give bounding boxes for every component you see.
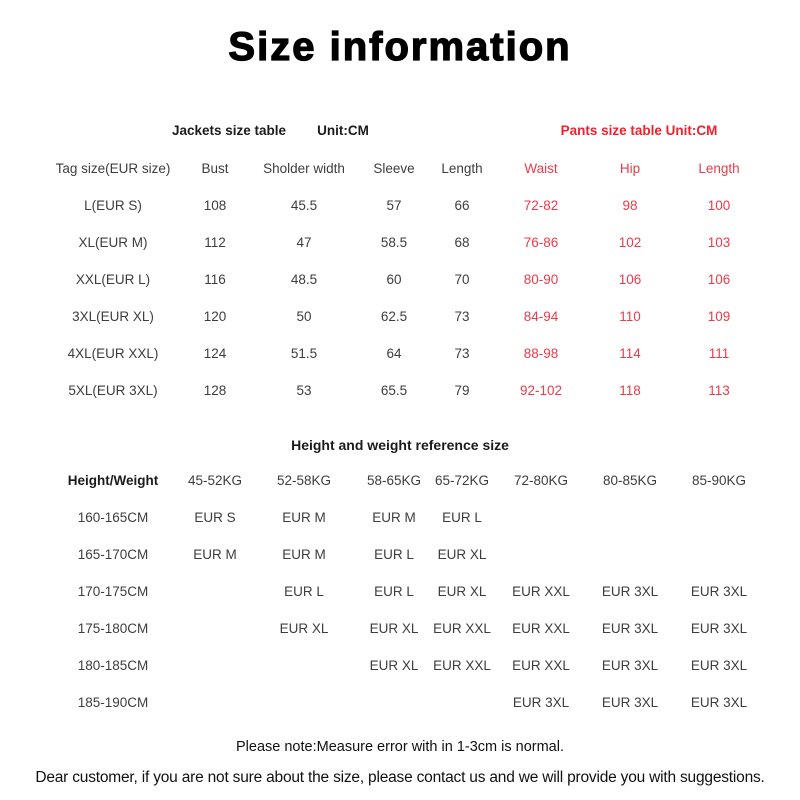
cell-waist: 80-90 bbox=[523, 272, 559, 287]
cell-waist: 88-98 bbox=[523, 346, 559, 361]
cell-size-65-72: EUR XL bbox=[437, 547, 487, 562]
table-titles-row bbox=[0, 122, 800, 139]
cell-size-65-72: EUR XXL bbox=[433, 658, 491, 673]
cell-pants-length: 111 bbox=[708, 346, 730, 361]
contact-suggestion-note: Dear customer, if you are not sure about the size, please contact us and we will provide you with suggestions. bbox=[35, 769, 765, 786]
cell-bust: 120 bbox=[203, 309, 227, 324]
cell-sleeve: 57 bbox=[386, 198, 402, 213]
cell-waist: 84-94 bbox=[523, 309, 559, 324]
header-weight-72-80: 72-80KG bbox=[513, 473, 569, 488]
cell-size-52-58: EUR XL bbox=[279, 621, 329, 636]
cell-size-85-90 bbox=[678, 536, 760, 573]
cell-hip: 102 bbox=[618, 235, 642, 250]
cell-size-72-80 bbox=[500, 499, 582, 536]
cell-size-65-72: EUR L bbox=[442, 510, 482, 525]
cell-size-80-85 bbox=[582, 536, 678, 573]
height-weight-reference-table bbox=[40, 462, 760, 721]
cell-size-45-52 bbox=[186, 684, 244, 721]
header-tag-size: Tag size(EUR size) bbox=[55, 161, 171, 176]
cell-size-85-90: EUR 3XL bbox=[690, 658, 748, 673]
cell-pants-length: 109 bbox=[707, 309, 731, 324]
jackets-table-header bbox=[40, 150, 760, 187]
reference-header-row bbox=[40, 462, 760, 499]
header-bust: Bust bbox=[201, 161, 229, 176]
jackets-size-row bbox=[40, 187, 760, 224]
cell-bust: 112 bbox=[204, 235, 226, 250]
jackets-header-row bbox=[40, 150, 760, 187]
cell-length: 68 bbox=[454, 235, 470, 250]
jackets-size-row bbox=[40, 298, 760, 335]
header-hip: Hip bbox=[619, 161, 641, 176]
unit-label: Unit:CM bbox=[317, 123, 369, 138]
jackets-size-row bbox=[40, 335, 760, 372]
reference-table-body bbox=[40, 499, 760, 721]
cell-shoulder-width: 51.5 bbox=[290, 346, 318, 361]
cell-sleeve: 62.5 bbox=[380, 309, 408, 324]
cell-size-80-85: EUR 3XL bbox=[601, 584, 659, 599]
pants-table-title: Pants size table Unit:CM bbox=[560, 123, 718, 138]
header-shoulder-width: Sholder width bbox=[263, 161, 345, 176]
cell-hip: 98 bbox=[622, 198, 638, 213]
header-weight-52-58: 52-58KG bbox=[276, 473, 332, 488]
cell-length: 79 bbox=[454, 383, 470, 398]
cell-sleeve: 60 bbox=[386, 272, 402, 287]
header-sleeve: Sleeve bbox=[373, 161, 415, 176]
cell-tag-size: 4XL(EUR XXL) bbox=[67, 346, 159, 361]
jackets-size-row bbox=[40, 224, 760, 261]
cell-size-52-58 bbox=[244, 647, 364, 684]
header-waist: Waist bbox=[524, 161, 558, 176]
cell-tag-size: 3XL(EUR XL) bbox=[72, 309, 154, 324]
cell-shoulder-width: 50 bbox=[296, 309, 312, 324]
cell-tag-size: 5XL(EUR 3XL) bbox=[68, 383, 158, 398]
page-title: Size information bbox=[228, 25, 572, 69]
cell-size-52-58: EUR L bbox=[284, 584, 324, 599]
reference-size-row bbox=[40, 684, 760, 721]
jackets-table-title: Jackets size table bbox=[171, 123, 287, 138]
cell-shoulder-width: 45.5 bbox=[290, 198, 318, 213]
cell-size-65-72 bbox=[424, 684, 500, 721]
jackets-table-body bbox=[40, 187, 760, 409]
cell-size-80-85: EUR 3XL bbox=[601, 695, 659, 710]
cell-length: 66 bbox=[454, 198, 470, 213]
cell-length: 73 bbox=[454, 309, 470, 324]
jackets-size-row bbox=[40, 372, 760, 409]
cell-waist: 92-102 bbox=[519, 383, 563, 398]
cell-height-range: 165-170CM bbox=[77, 547, 149, 562]
cell-size-72-80: EUR 3XL bbox=[512, 695, 570, 710]
header-weight-58-65: 58-65KG bbox=[366, 473, 422, 488]
reference-size-row bbox=[40, 647, 760, 684]
cell-bust: 124 bbox=[203, 346, 227, 361]
reference-size-row bbox=[40, 610, 760, 647]
cell-size-72-80: EUR XXL bbox=[512, 584, 570, 599]
cell-size-85-90: EUR 3XL bbox=[690, 695, 748, 710]
reference-size-row bbox=[40, 573, 760, 610]
header-weight-80-85: 80-85KG bbox=[602, 473, 658, 488]
cell-size-85-90: EUR 3XL bbox=[690, 621, 748, 636]
cell-sleeve: 65.5 bbox=[380, 383, 408, 398]
cell-size-52-58 bbox=[244, 684, 364, 721]
cell-tag-size: XL(EUR M) bbox=[78, 235, 148, 250]
cell-size-72-80: EUR XXL bbox=[512, 658, 570, 673]
cell-bust: 108 bbox=[203, 198, 227, 213]
cell-size-65-72: EUR XXL bbox=[433, 621, 491, 636]
cell-size-58-65: EUR XL bbox=[369, 658, 419, 673]
cell-bust: 128 bbox=[203, 383, 227, 398]
reference-size-row bbox=[40, 499, 760, 536]
cell-shoulder-width: 53 bbox=[296, 383, 312, 398]
cell-height-range: 170-175CM bbox=[77, 584, 149, 599]
cell-hip: 106 bbox=[618, 272, 642, 287]
reference-table-header bbox=[40, 462, 760, 499]
jackets-size-table bbox=[40, 150, 760, 409]
cell-size-80-85: EUR 3XL bbox=[601, 621, 659, 636]
cell-hip: 110 bbox=[619, 309, 641, 324]
cell-hip: 114 bbox=[619, 346, 641, 361]
header-pants-length: Length bbox=[698, 161, 740, 176]
cell-size-45-52 bbox=[186, 573, 244, 610]
measure-error-note: Please note:Measure error with in 1-3cm is normal. bbox=[236, 739, 564, 755]
cell-size-58-65: EUR L bbox=[374, 547, 414, 562]
cell-hip: 118 bbox=[619, 383, 641, 398]
cell-size-45-52: EUR S bbox=[194, 510, 236, 525]
cell-size-80-85: EUR 3XL bbox=[601, 658, 659, 673]
reference-section-title: Height and weight reference size bbox=[291, 437, 509, 453]
cell-size-52-58: EUR M bbox=[282, 547, 326, 562]
cell-pants-length: 106 bbox=[707, 272, 731, 287]
cell-size-45-52: EUR M bbox=[193, 547, 237, 562]
cell-pants-length: 113 bbox=[708, 383, 730, 398]
cell-size-72-80: EUR XXL bbox=[512, 621, 570, 636]
header-weight-45-52: 45-52KG bbox=[187, 473, 243, 488]
cell-length: 70 bbox=[454, 272, 470, 287]
cell-length: 73 bbox=[454, 346, 470, 361]
cell-size-72-80 bbox=[500, 536, 582, 573]
cell-size-65-72: EUR XL bbox=[437, 584, 487, 599]
cell-pants-length: 100 bbox=[707, 198, 731, 213]
cell-size-45-52 bbox=[186, 647, 244, 684]
cell-size-58-65 bbox=[364, 684, 424, 721]
cell-height-range: 185-190CM bbox=[77, 695, 149, 710]
header-length: Length bbox=[441, 161, 483, 176]
cell-bust: 116 bbox=[204, 272, 226, 287]
cell-waist: 76-86 bbox=[523, 235, 559, 250]
cell-size-85-90: EUR 3XL bbox=[690, 584, 748, 599]
cell-sleeve: 64 bbox=[386, 346, 402, 361]
header-weight-85-90: 85-90KG bbox=[691, 473, 747, 488]
cell-size-80-85 bbox=[582, 499, 678, 536]
jackets-size-row bbox=[40, 261, 760, 298]
header-height-weight: Height/Weight bbox=[67, 473, 159, 488]
cell-size-52-58: EUR M bbox=[282, 510, 326, 525]
cell-pants-length: 103 bbox=[707, 235, 731, 250]
cell-size-58-65: EUR XL bbox=[369, 621, 419, 636]
cell-height-range: 160-165CM bbox=[77, 510, 149, 525]
cell-waist: 72-82 bbox=[523, 198, 559, 213]
reference-size-row bbox=[40, 536, 760, 573]
cell-tag-size: L(EUR S) bbox=[84, 198, 142, 213]
cell-size-45-52 bbox=[186, 610, 244, 647]
cell-size-58-65: EUR M bbox=[372, 510, 416, 525]
cell-shoulder-width: 47 bbox=[296, 235, 312, 250]
cell-size-58-65: EUR L bbox=[374, 584, 414, 599]
header-weight-65-72: 65-72KG bbox=[434, 473, 490, 488]
cell-size-85-90 bbox=[678, 499, 760, 536]
cell-height-range: 180-185CM bbox=[77, 658, 149, 673]
cell-sleeve: 58.5 bbox=[380, 235, 408, 250]
cell-shoulder-width: 48.5 bbox=[290, 272, 318, 287]
cell-height-range: 175-180CM bbox=[77, 621, 149, 636]
cell-tag-size: XXL(EUR L) bbox=[75, 272, 151, 287]
